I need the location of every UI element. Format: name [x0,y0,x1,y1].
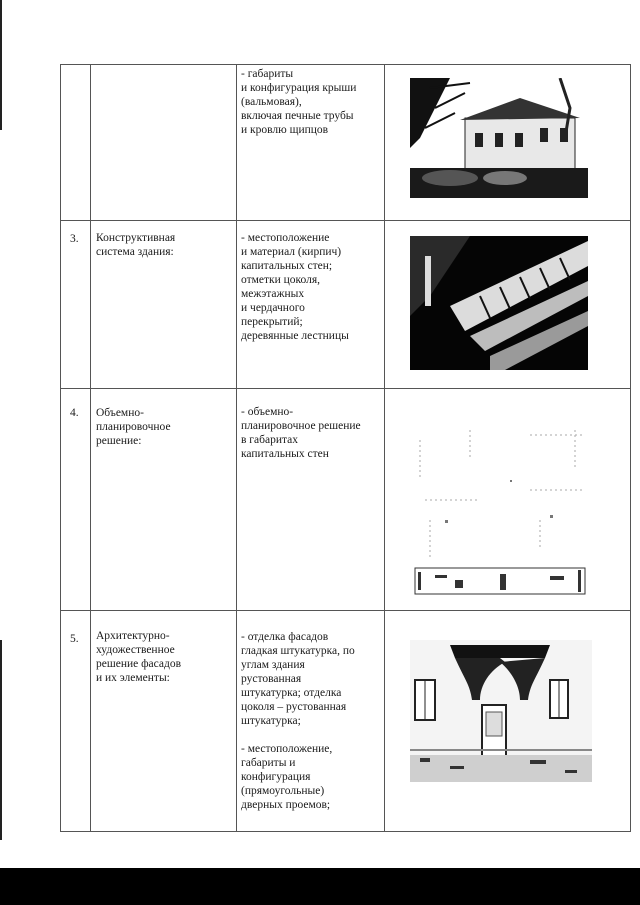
description-paragraph [241,742,355,812]
description-line: - местоположение [241,232,330,244]
row-title [96,629,181,685]
row-description [241,405,361,475]
row-description [241,67,356,151]
row-title-line: решение: [96,435,142,447]
scan-edge-mark [0,0,2,130]
description-line: и конфигурация крыши [241,82,357,94]
floor-plan-image [410,420,600,598]
building-roof-photo [410,78,588,198]
row-number: 4. [70,407,79,419]
description-line: капитальных стен; [241,260,333,272]
description-paragraph [241,630,355,728]
row-title-line: и их элементы: [96,672,170,684]
row-title-line: Конструктивная [96,232,176,244]
row-title [96,231,175,259]
description-paragraph [241,405,361,461]
description-line: и чердачного [241,302,305,314]
description-line: рустованная [241,673,302,685]
description-line: капитальных стен [241,448,329,460]
row-title-line: планировочное [96,421,171,433]
description-line: углам здания [241,659,305,671]
row-description [241,630,355,826]
row-description [241,231,349,357]
description-line: перекрытий; [241,316,303,328]
wooden-staircase-photo [410,236,588,370]
facade-canopy-photo [410,640,592,782]
description-paragraph [241,67,356,137]
description-line: конфигурация [241,771,311,783]
description-line: планировочное решение [241,420,361,432]
description-line: габариты и [241,757,296,769]
description-line: и кровлю щипцов [241,124,329,136]
description-line: штукатурка; [241,715,301,727]
description-line: штукатурка; отделка [241,687,342,699]
row-title-line: художественное [96,644,175,656]
description-line: цоколя – рустованная [241,701,347,713]
description-line: деревянные лестницы [241,330,349,342]
description-line: включая печные трубы [241,110,354,122]
row-title [96,406,171,448]
row-title-line: Архитектурно- [96,630,170,642]
description-paragraph [241,231,349,343]
description-line: (вальмовая), [241,96,302,108]
row-title-line: система здания: [96,246,174,258]
description-line: и материал (кирпич) [241,246,342,258]
row-title-line: решение фасадов [96,658,182,670]
scan-edge-mark [0,640,2,840]
description-line: отметки цоколя, [241,274,321,286]
description-line: межэтажных [241,288,305,300]
description-line: - габариты [241,68,294,80]
description-line: гладкая штукатурка, по [241,645,355,657]
description-line: дверных проемов; [241,799,331,811]
scan-bottom-border [0,868,640,905]
row-number: 3. [70,233,79,245]
description-line: - отделка фасадов [241,631,329,643]
description-line: - объемно- [241,406,294,418]
row-title-line: Объемно- [96,407,144,419]
description-line: в габаритах [241,434,299,446]
row-number: 5. [70,633,79,645]
description-line: (прямоугольные) [241,785,325,797]
description-line: - местоположение, [241,743,333,755]
